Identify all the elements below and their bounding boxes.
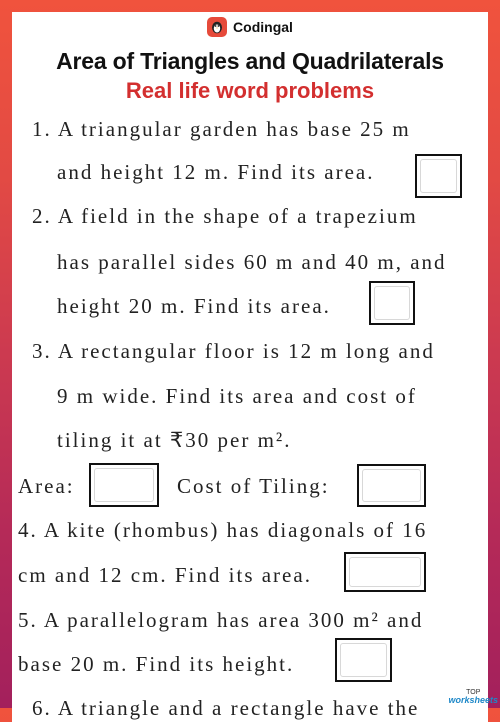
brand-name: Codingal [233, 19, 293, 35]
page-title: Area of Triangles and Quadrilaterals [56, 48, 444, 74]
question-3-line-2: 9 m wide. Find its area and cost of [57, 384, 417, 408]
topworksheets-badge [448, 689, 498, 705]
question-4-line-2: cm and 12 cm. Find its area. [18, 563, 312, 587]
answer-box-q2[interactable] [369, 281, 415, 325]
question-1-line-2: and height 12 m. Find its area. [57, 160, 375, 184]
codingal-logo-icon [207, 17, 227, 37]
answer-box-q3-area[interactable] [89, 463, 159, 507]
answer-box-q3-cost[interactable] [357, 464, 426, 507]
question-4-line-1: 4. A kite (rhombus) has diagonals of 16 [18, 518, 428, 542]
question-2-line-1: 2. A field in the shape of a trapezium [32, 204, 418, 228]
answer-box-q1[interactable] [415, 154, 462, 198]
question-3-line-1: 3. A rectangular floor is 12 m long and [32, 339, 435, 363]
answer-box-q4[interactable] [344, 552, 426, 592]
question-5-line-1: 5. A parallelogram has area 300 m² and [18, 608, 424, 632]
answer-box-q5[interactable] [335, 638, 392, 682]
question-6-line-1: 6. A triangle and a rectangle have the [32, 696, 420, 720]
cost-of-tiling-label: Cost of Tiling: [177, 474, 330, 498]
question-2-line-3: height 20 m. Find its area. [57, 294, 331, 318]
badge-bottom-text: worksheets [448, 695, 498, 705]
question-1-line-1: 1. A triangular garden has base 25 m [32, 117, 411, 141]
page-subtitle: Real life word problems [125, 78, 375, 103]
area-label: Area: [18, 474, 75, 498]
brand-header [0, 16, 500, 38]
badge-top-text: TOP [466, 689, 481, 696]
question-2-line-2: has parallel sides 60 m and 40 m, and [57, 250, 447, 274]
question-5-line-2: base 20 m. Find its height. [18, 652, 295, 676]
question-3-line-3: tiling it at ₹30 per m². [57, 428, 292, 452]
